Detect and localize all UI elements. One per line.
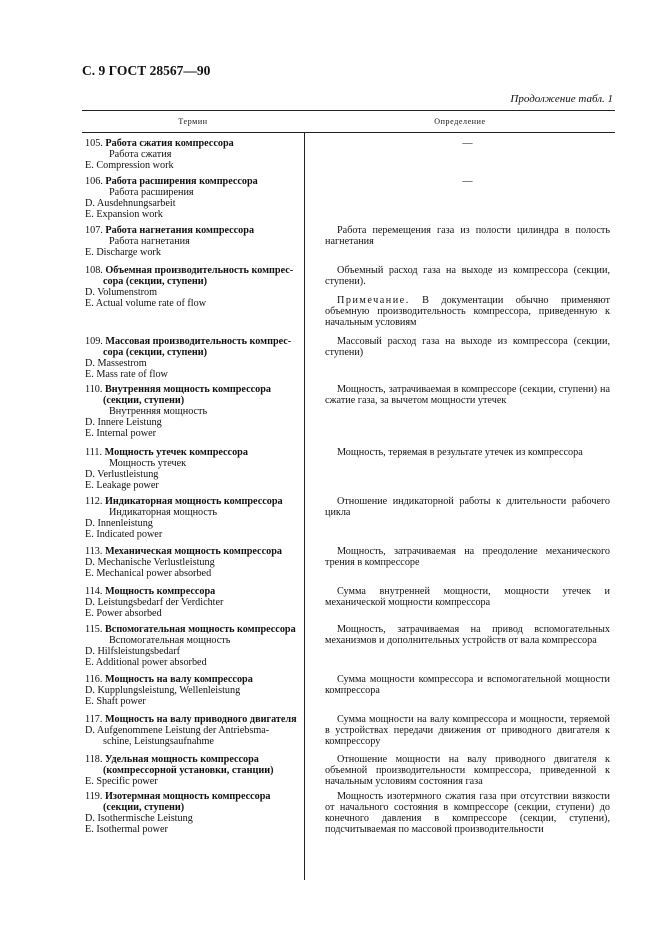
term-line: E. Compression work bbox=[85, 160, 174, 171]
definition-cell bbox=[325, 754, 610, 787]
term-cell bbox=[85, 384, 301, 439]
term-cell bbox=[85, 265, 301, 309]
term-cell bbox=[85, 674, 301, 707]
term-title bbox=[85, 336, 301, 347]
table-continuation-label: Продолжение табл. 1 bbox=[510, 93, 613, 105]
definition-cell bbox=[325, 384, 610, 406]
definition-text: Массовый расход газа на выходе из компрессора (секции, ступени) bbox=[325, 336, 610, 358]
term-name: Работа расширения компрессора bbox=[105, 176, 258, 187]
term-cell bbox=[85, 586, 301, 619]
term-line: E. Internal power bbox=[85, 428, 156, 439]
term-name: Массовая производительность компрес- bbox=[105, 336, 292, 347]
definition-text: Сумма внутренней мощности, мощности утечек и механической мощности компрессора bbox=[325, 586, 610, 608]
definition-cell bbox=[325, 447, 610, 458]
term-line: D. Innere Leistung bbox=[85, 417, 162, 428]
term-line: сора (секции, ступени) bbox=[103, 347, 208, 358]
term-line: D. Hilfsleistungsbedarf bbox=[85, 646, 181, 657]
note-label: Примечание. bbox=[337, 295, 410, 306]
term-cell bbox=[85, 336, 301, 380]
term-name: Индикаторная мощность компрессора bbox=[105, 496, 283, 507]
definition-cell bbox=[325, 176, 610, 187]
term-line: E. Mechanical power absorbed bbox=[85, 568, 212, 579]
term-name: Механическая мощность компрессора bbox=[105, 546, 282, 557]
term-line: E. Indicated power bbox=[85, 529, 163, 540]
term-name: Мощность на валу приводного двигателя bbox=[105, 714, 297, 725]
definition-text: Работа перемещения газа из полости цилиндра в полость нагнетания bbox=[325, 225, 610, 247]
definition-cell bbox=[325, 674, 610, 696]
term-cell bbox=[85, 546, 301, 579]
definition-text: Мощность изотермного сжатия газа при отсутствии вязкости от начального состояния в компрессоре (секции, ступени) до конечного давления в компрессоре (секции, ступени), подсчитываемая по массовой производительности bbox=[325, 791, 610, 835]
term-number: 115. bbox=[85, 624, 105, 635]
term-line: Работа нагнетания bbox=[109, 236, 190, 247]
empty-definition-dash: — bbox=[462, 138, 473, 149]
term-line: Индикаторная мощность bbox=[109, 507, 218, 518]
terms-table bbox=[82, 110, 615, 880]
definition-cell bbox=[325, 265, 610, 328]
term-line: E. Actual volume rate of flow bbox=[85, 298, 207, 309]
term-number: 108. bbox=[85, 265, 106, 276]
definition-cell bbox=[325, 496, 610, 518]
definition-text: Мощность, затрачиваемая в компрессоре (секции, ступени) на сжатие газа, за вычетом мощности утечек bbox=[325, 384, 610, 406]
term-title bbox=[85, 384, 301, 395]
term-number: 118. bbox=[85, 754, 105, 765]
table-top-rule bbox=[82, 110, 615, 111]
definition-text: Отношение индикаторной работы к длительности рабочего цикла bbox=[325, 496, 610, 518]
term-name: Внутренняя мощность компрессора bbox=[105, 384, 271, 395]
definition-cell bbox=[325, 586, 610, 608]
definition-text: Мощность, теряемая в результате утечек из компрессора bbox=[337, 447, 583, 458]
term-line: Вспомогательная мощность bbox=[109, 635, 231, 646]
term-number: 107. bbox=[85, 225, 106, 236]
term-cell bbox=[85, 714, 301, 747]
term-number: 112. bbox=[85, 496, 105, 507]
term-line: E. Isothermal power bbox=[85, 824, 168, 835]
term-title bbox=[85, 447, 301, 458]
term-line: Работа сжатия bbox=[109, 149, 172, 160]
term-line: E. Discharge work bbox=[85, 247, 161, 258]
term-line: (секции, ступени) bbox=[103, 802, 185, 813]
definition-cell bbox=[325, 624, 610, 646]
definition-text: Сумма мощности на валу компрессора и мощности, теряемой в устройствах передачи движения от приводного двигателя к компрессору bbox=[325, 714, 610, 747]
definition-text: Мощность, затрачиваемая на преодоление механического трения в компрессоре bbox=[325, 546, 610, 568]
term-title bbox=[85, 674, 301, 685]
term-title bbox=[85, 176, 301, 187]
term-title bbox=[85, 791, 301, 802]
definition-note bbox=[325, 295, 610, 328]
term-title bbox=[85, 714, 301, 725]
term-name: Мощность на валу компрессора bbox=[105, 674, 253, 685]
term-line: Внутренняя мощность bbox=[109, 406, 208, 417]
term-number: 105. bbox=[85, 138, 106, 149]
definition-cell bbox=[325, 336, 610, 358]
term-line: schine, Leistungsaufnahme bbox=[103, 736, 214, 747]
term-line: E. Mass rate of flow bbox=[85, 369, 168, 380]
term-number: 110. bbox=[85, 384, 105, 395]
term-line: E. Specific power bbox=[85, 776, 158, 787]
term-line: D. Ausdehnungsarbeit bbox=[85, 198, 176, 209]
term-line: Мощность утечек bbox=[109, 458, 187, 469]
definition-text: Сумма мощности компрессора и вспомогательной мощности компрессора bbox=[325, 674, 610, 696]
term-line: D. Isothermische Leistung bbox=[85, 813, 193, 824]
definition-cell bbox=[325, 791, 610, 835]
term-cell bbox=[85, 447, 301, 491]
term-line: D. Aufgenommene Leistung der Antriebsma- bbox=[85, 725, 270, 736]
term-line: E. Expansion work bbox=[85, 209, 163, 220]
term-name: Мощность утечек компрессора bbox=[104, 447, 248, 458]
term-line: E. Shaft power bbox=[85, 696, 146, 707]
definition-cell bbox=[325, 546, 610, 568]
column-header-definition: Определение bbox=[434, 117, 486, 126]
term-title bbox=[85, 225, 301, 236]
note-text: В документации обычно применяют объемную производительность компрессора, приведенную к начальным условиям bbox=[325, 295, 610, 328]
term-name: Работа сжатия компрессора bbox=[105, 138, 234, 149]
term-line: D. Innenleistung bbox=[85, 518, 153, 529]
term-line: (секции, ступени) bbox=[103, 395, 185, 406]
definition-cell bbox=[325, 138, 610, 149]
term-cell bbox=[85, 176, 301, 220]
term-title bbox=[85, 624, 301, 635]
term-cell bbox=[85, 624, 301, 668]
term-name: Вспомогательная мощность компрессора bbox=[105, 624, 296, 635]
term-name: Работа нагнетания компрессора bbox=[105, 225, 255, 236]
term-cell bbox=[85, 754, 301, 787]
term-title bbox=[85, 496, 301, 507]
term-line: E. Additional power absorbed bbox=[85, 657, 207, 668]
term-line: E. Leakage power bbox=[85, 480, 159, 491]
term-name: Объемная производительность компрес- bbox=[105, 265, 294, 276]
definition-cell bbox=[325, 714, 610, 747]
term-cell bbox=[85, 791, 301, 835]
term-title bbox=[85, 546, 301, 557]
term-cell bbox=[85, 225, 301, 258]
term-number: 114. bbox=[85, 586, 105, 597]
term-number: 117. bbox=[85, 714, 105, 725]
definition-text: Объемный расход газа на выходе из компрессора (секции, ступени). bbox=[325, 265, 610, 287]
term-line: D. Kupplungsleistung, Wellenleistung bbox=[85, 685, 241, 696]
term-number: 111. bbox=[85, 447, 105, 458]
definition-text: Мощность, затрачиваемая на привод вспомогательных механизмов и дополнительных устройств от вала компрессора bbox=[325, 624, 610, 646]
term-cell bbox=[85, 496, 301, 540]
definition-cell bbox=[325, 225, 610, 247]
column-header-term: Термин bbox=[178, 117, 208, 126]
term-number: 119. bbox=[85, 791, 105, 802]
term-line: Работа расширения bbox=[109, 187, 194, 198]
term-title bbox=[85, 265, 301, 276]
term-line: сора (секции, ступени) bbox=[103, 276, 208, 287]
term-number: 109. bbox=[85, 336, 106, 347]
term-name: Изотермная мощность компрессора bbox=[105, 791, 271, 802]
term-line: D. Verlustleistung bbox=[85, 469, 159, 480]
term-name: Удельная мощность компрессора bbox=[105, 754, 259, 765]
term-line: (компрессорной установки, станции) bbox=[103, 765, 274, 776]
column-separator bbox=[304, 132, 305, 880]
term-title bbox=[85, 586, 301, 597]
term-line: D. Mechanische Verlustleistung bbox=[85, 557, 215, 568]
term-line: D. Leistungsbedarf der Verdichter bbox=[85, 597, 224, 608]
term-number: 113. bbox=[85, 546, 105, 557]
empty-definition-dash: — bbox=[462, 176, 473, 187]
term-cell bbox=[85, 138, 301, 171]
page-header: С. 9 ГОСТ 28567—90 bbox=[82, 63, 211, 78]
term-title bbox=[85, 138, 301, 149]
term-name: Мощность компрессора bbox=[105, 586, 216, 597]
term-line: D. Massestrom bbox=[85, 358, 147, 369]
term-number: 116. bbox=[85, 674, 105, 685]
term-title bbox=[85, 754, 301, 765]
term-line: D. Volumenstrom bbox=[85, 287, 158, 298]
table-header-rule bbox=[82, 132, 615, 133]
term-line: E. Power absorbed bbox=[85, 608, 162, 619]
definition-text: Отношение мощности на валу приводного двигателя к объемной производительности компрессора, приведенной к начальным условиям состояния газа bbox=[325, 754, 610, 787]
term-number: 106. bbox=[85, 176, 106, 187]
